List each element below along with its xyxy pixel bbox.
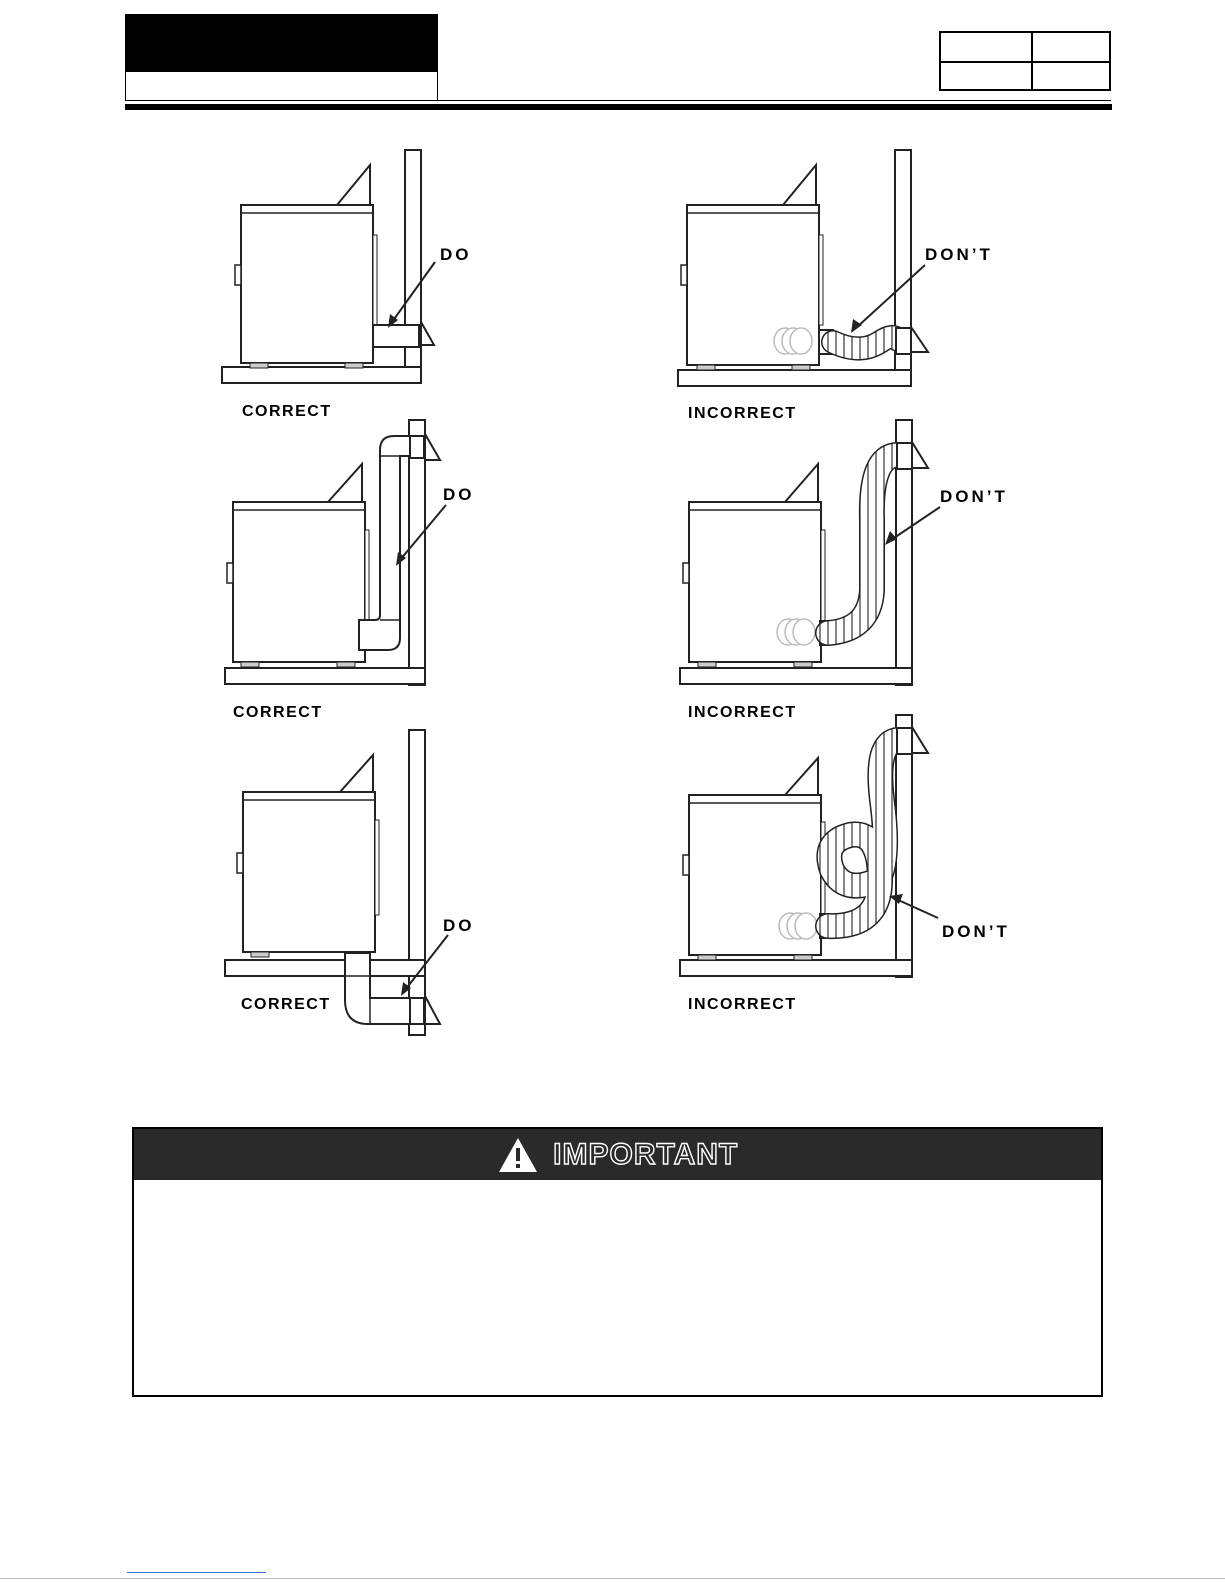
callout-label: DO <box>443 485 475 504</box>
callout-label: DON’T <box>942 922 1010 941</box>
callout-label: DO <box>443 916 475 935</box>
callout-label: DON’T <box>925 245 993 264</box>
figure-incorrect-hose-up <box>680 420 1008 721</box>
status-label: INCORRECT <box>688 405 797 422</box>
figure-incorrect-looped-hose <box>680 715 1010 1013</box>
status-label: INCORRECT <box>688 996 797 1013</box>
status-label: CORRECT <box>241 996 331 1013</box>
warning-triangle-icon <box>497 1136 539 1174</box>
figure-correct-through-floor <box>225 730 475 1035</box>
status-label: CORRECT <box>233 704 323 721</box>
figure-incorrect-hose <box>678 150 993 422</box>
figure-correct-straight <box>222 150 472 420</box>
page-edge-line <box>0 1578 1225 1579</box>
important-header-bar <box>134 1129 1101 1180</box>
status-label: CORRECT <box>242 403 332 420</box>
figure-correct-elbow-up <box>225 420 475 721</box>
status-label: INCORRECT <box>688 704 797 721</box>
footer-link-underline[interactable] <box>127 1572 266 1573</box>
important-notice-box <box>132 1127 1103 1397</box>
callout-label: DON’T <box>940 487 1008 506</box>
callout-label: DO <box>440 245 472 264</box>
important-title-row <box>134 1135 1101 1175</box>
important-heading: IMPORTANT <box>553 1138 739 1171</box>
